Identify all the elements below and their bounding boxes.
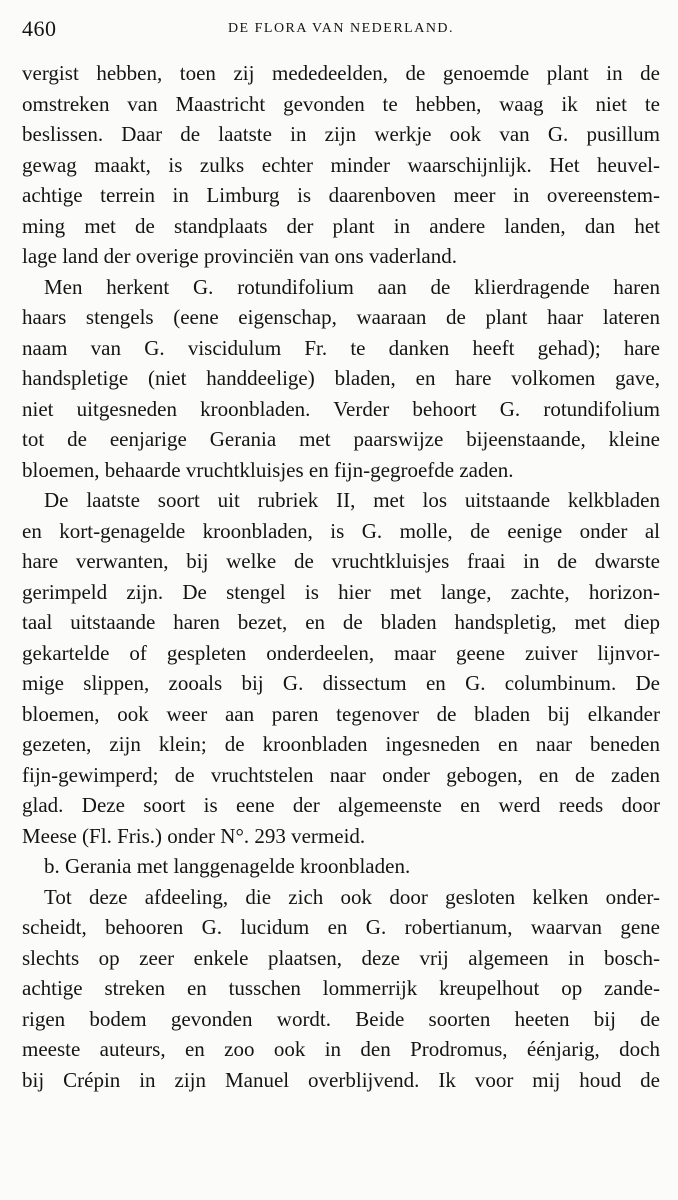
page-number: 460 bbox=[22, 16, 57, 41]
text-line: tot de eenjarige Gerania met paarswijze bijeenstaande, kleine bbox=[22, 427, 660, 451]
text-line: handspletige (niet handdeelige) bladen, en hare volkomen gave, bbox=[22, 366, 660, 390]
text-line: hare verwanten, bij welke de vruchtkluisjes fraai in de dwarste bbox=[22, 549, 660, 573]
text-line: beslissen. Daar de laatste in zijn werkje ook van G. pusillum bbox=[22, 122, 660, 146]
text-line: bij Crépin in zijn Manuel overblijvend. Ik voor mij houd de bbox=[22, 1067, 660, 1092]
text-line: achtige terrein in Limburg is daarenboven meer in overeenstem- bbox=[22, 183, 660, 207]
text-line: naam van G. viscidulum Fr. te danken heeft gehad); hare bbox=[22, 335, 660, 360]
text-line: niet uitgesneden kroonbladen. Verder behoort G. rotundifolium bbox=[22, 396, 660, 421]
text-line: lage land der overige provinciën van ons vaderland. bbox=[22, 244, 458, 268]
running-head: DE FLORA VAN NEDERLAND. bbox=[227, 21, 455, 36]
text-line: glad. Deze soort is eene der algemeenste en werd reeds door bbox=[22, 793, 660, 817]
text-line: omstreken van Maastricht gevonden te hebben, waag ik niet te bbox=[22, 91, 660, 116]
text-line: fijn-gewimperd; de vruchtstelen naar onder gebogen, en de zaden bbox=[22, 762, 660, 787]
text-line: Tot deze afdeeling, die zich ook door gesloten kelken onder- bbox=[44, 884, 660, 909]
text-line: rigen bodem gevonden wordt. Beide soorten heeten bij de bbox=[22, 1006, 660, 1031]
text-line: gerimpeld zijn. De stengel is hier met lange, zachte, horizon- bbox=[22, 579, 660, 604]
text-line: bloemen, ook weer aan paren tegenover de bladen bij elkander bbox=[22, 701, 660, 726]
text-line: vergist hebben, toen zij mededeelden, de genoemde plant in de bbox=[22, 61, 660, 85]
text-line: gezeten, zijn klein; de kroonbladen ingesneden en naar beneden bbox=[22, 732, 660, 756]
text-line: ming met de standplaats der plant in andere landen, dan het bbox=[22, 213, 660, 238]
text-line: bloemen, behaarde vruchtkluisjes en fijn-gegroefde zaden. bbox=[22, 457, 514, 482]
body-text bbox=[22, 58, 660, 1095]
text-line: haars stengels (eene eigenschap, waaraan de plant haar lateren bbox=[22, 305, 660, 329]
text-line: achtige streken en tusschen lommerrijk kreupelhout op zande- bbox=[22, 976, 660, 1000]
text-line: gekartelde of gespleten onderdeelen, maar geene zuiver lijnvor- bbox=[22, 640, 660, 665]
text-line: meeste auteurs, en zoo ook in den Prodromus, éénjarig, doch bbox=[22, 1037, 660, 1061]
text-line: De laatste soort uit rubriek II, met los uitstaande kelkbladen bbox=[44, 488, 660, 512]
page-header bbox=[22, 14, 660, 48]
text-line: mige slippen, zooals bij G. dissectum en G. columbinum. De bbox=[22, 671, 660, 695]
text-line: Meese (Fl. Fris.) onder N°. 293 vermeid. bbox=[22, 823, 366, 848]
text-line: taal uitstaande haren bezet, en de bladen handspletig, met diep bbox=[22, 610, 660, 634]
text-line: slechts op zeer enkele plaatsen, deze vrij algemeen in bosch- bbox=[22, 945, 660, 970]
text-line: en kort-genagelde kroonbladen, is G. molle, de eenige onder al bbox=[22, 518, 660, 543]
text-line: scheidt, behooren G. lucidum en G. robertianum, waarvan gene bbox=[22, 915, 660, 939]
text-line: Men herkent G. rotundifolium aan de klierdragende haren bbox=[44, 274, 660, 299]
section-heading: b. Gerania met langgenagelde kroonbladen. bbox=[44, 854, 411, 878]
text-line: gewag maakt, is zulks echter minder waarschijnlijk. Het heuvel- bbox=[22, 152, 660, 177]
